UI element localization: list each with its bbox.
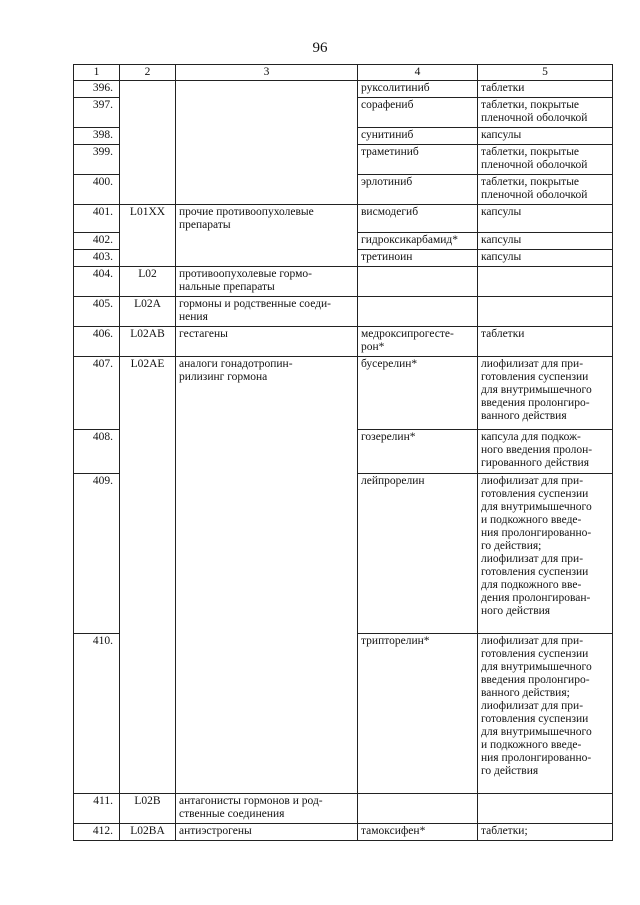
dosage-form-cell: таблетки — [478, 327, 613, 357]
column-header: 2 — [120, 65, 176, 81]
column-header: 3 — [176, 65, 358, 81]
row-number-cell: 396. — [74, 81, 120, 98]
dosage-form-cell — [478, 794, 613, 824]
drug-table — [73, 64, 613, 841]
drug-name-cell: медроксипрогесте- рон* — [358, 327, 478, 357]
group-name-cell: гестагены — [176, 327, 358, 357]
dosage-form-cell: капсулы — [478, 205, 613, 233]
drug-name-cell — [358, 267, 478, 297]
row-number-cell: 400. — [74, 175, 120, 205]
table-row — [74, 205, 613, 233]
dosage-form-cell: капсула для подкож- ного введения пролон- гированного действия — [478, 430, 613, 474]
table-row — [74, 327, 613, 357]
drug-name-cell — [358, 297, 478, 327]
row-number-cell: 410. — [74, 634, 120, 794]
column-header: 1 — [74, 65, 120, 81]
drug-name-cell: третиноин — [358, 250, 478, 267]
page-number: 96 — [312, 40, 328, 56]
row-number-cell: 402. — [74, 233, 120, 250]
dosage-form-cell — [478, 267, 613, 297]
group-name-cell — [176, 81, 358, 205]
group-name-cell: прочие противоопухолевые препараты — [176, 205, 358, 267]
row-number-cell: 406. — [74, 327, 120, 357]
row-number-cell: 411. — [74, 794, 120, 824]
table-row — [74, 267, 613, 297]
group-name-cell: гормоны и родственные соеди- нения — [176, 297, 358, 327]
row-number-cell: 405. — [74, 297, 120, 327]
table-row — [74, 297, 613, 327]
row-number-cell: 399. — [74, 145, 120, 175]
dosage-form-cell: таблетки; — [478, 824, 613, 841]
group-name-cell: антиэстрогены — [176, 824, 358, 841]
dosage-form-cell: капсулы — [478, 128, 613, 145]
drug-name-cell: тамоксифен* — [358, 824, 478, 841]
table-row — [74, 824, 613, 841]
dosage-form-cell: таблетки, покрытые пленочной оболочкой — [478, 98, 613, 128]
drug-name-cell: трипторелин* — [358, 634, 478, 794]
atc-code-cell: L02 — [120, 267, 176, 297]
dosage-form-cell: лиофилизат для при- готовления суспензии для внутримышечного и подкожного введе- ния пролонгированно- го действия; лиофилизат для при- готовления суспензии для подкожного вве- дения пролонгирован- ного действия — [478, 474, 613, 634]
group-name-cell: аналоги гонадотропин- рилизинг гормона — [176, 357, 358, 794]
row-number-cell: 408. — [74, 430, 120, 474]
row-number-cell: 401. — [74, 205, 120, 233]
dosage-form-cell: таблетки — [478, 81, 613, 98]
row-number-cell: 403. — [74, 250, 120, 267]
dosage-form-cell: лиофилизат для при- готовления суспензии для внутримышечного введения пролонгиро- ванного действия — [478, 357, 613, 430]
row-number-cell: 397. — [74, 98, 120, 128]
group-name-cell: противоопухолевые гормо- нальные препараты — [176, 267, 358, 297]
table-header-row — [74, 65, 613, 81]
atc-code-cell: L02A — [120, 297, 176, 327]
drug-name-cell: сунитиниб — [358, 128, 478, 145]
dosage-form-cell: капсулы — [478, 250, 613, 267]
dosage-form-cell: лиофилизат для при- готовления суспензии для внутримышечного введения пролонгиро- ванного действия; лиофилизат для при- готовления суспензии для внутримышечного и подкожного введе- ния пролонгированно- го действия — [478, 634, 613, 794]
column-header: 4 — [358, 65, 478, 81]
row-number-cell: 409. — [74, 474, 120, 634]
row-number-cell: 404. — [74, 267, 120, 297]
drug-name-cell: бусерелин* — [358, 357, 478, 430]
drug-name-cell: траметиниб — [358, 145, 478, 175]
drug-name-cell: руксолитиниб — [358, 81, 478, 98]
dosage-form-cell — [478, 297, 613, 327]
atc-code-cell — [120, 81, 176, 205]
row-number-cell: 412. — [74, 824, 120, 841]
atc-code-cell: L01XX — [120, 205, 176, 267]
drug-name-cell: гозерелин* — [358, 430, 478, 474]
row-number-cell: 407. — [74, 357, 120, 430]
drug-name-cell — [358, 794, 478, 824]
column-header: 5 — [478, 65, 613, 81]
dosage-form-cell: капсулы — [478, 233, 613, 250]
atc-code-cell: L02BA — [120, 824, 176, 841]
atc-code-cell: L02AB — [120, 327, 176, 357]
row-number-cell: 398. — [74, 128, 120, 145]
drug-name-cell: эрлотиниб — [358, 175, 478, 205]
drug-name-cell: гидроксикарбамид* — [358, 233, 478, 250]
table-row — [74, 357, 613, 430]
atc-code-cell: L02AE — [120, 357, 176, 794]
dosage-form-cell: таблетки, покрытые пленочной оболочкой — [478, 145, 613, 175]
drug-name-cell: лейпрорелин — [358, 474, 478, 634]
table-row — [74, 794, 613, 824]
dosage-form-cell: таблетки, покрытые пленочной оболочкой — [478, 175, 613, 205]
drug-name-cell: висмодегиб — [358, 205, 478, 233]
drug-name-cell: сорафениб — [358, 98, 478, 128]
group-name-cell: антагонисты гормонов и род- ственные соединения — [176, 794, 358, 824]
atc-code-cell: L02B — [120, 794, 176, 824]
table-row — [74, 81, 613, 98]
